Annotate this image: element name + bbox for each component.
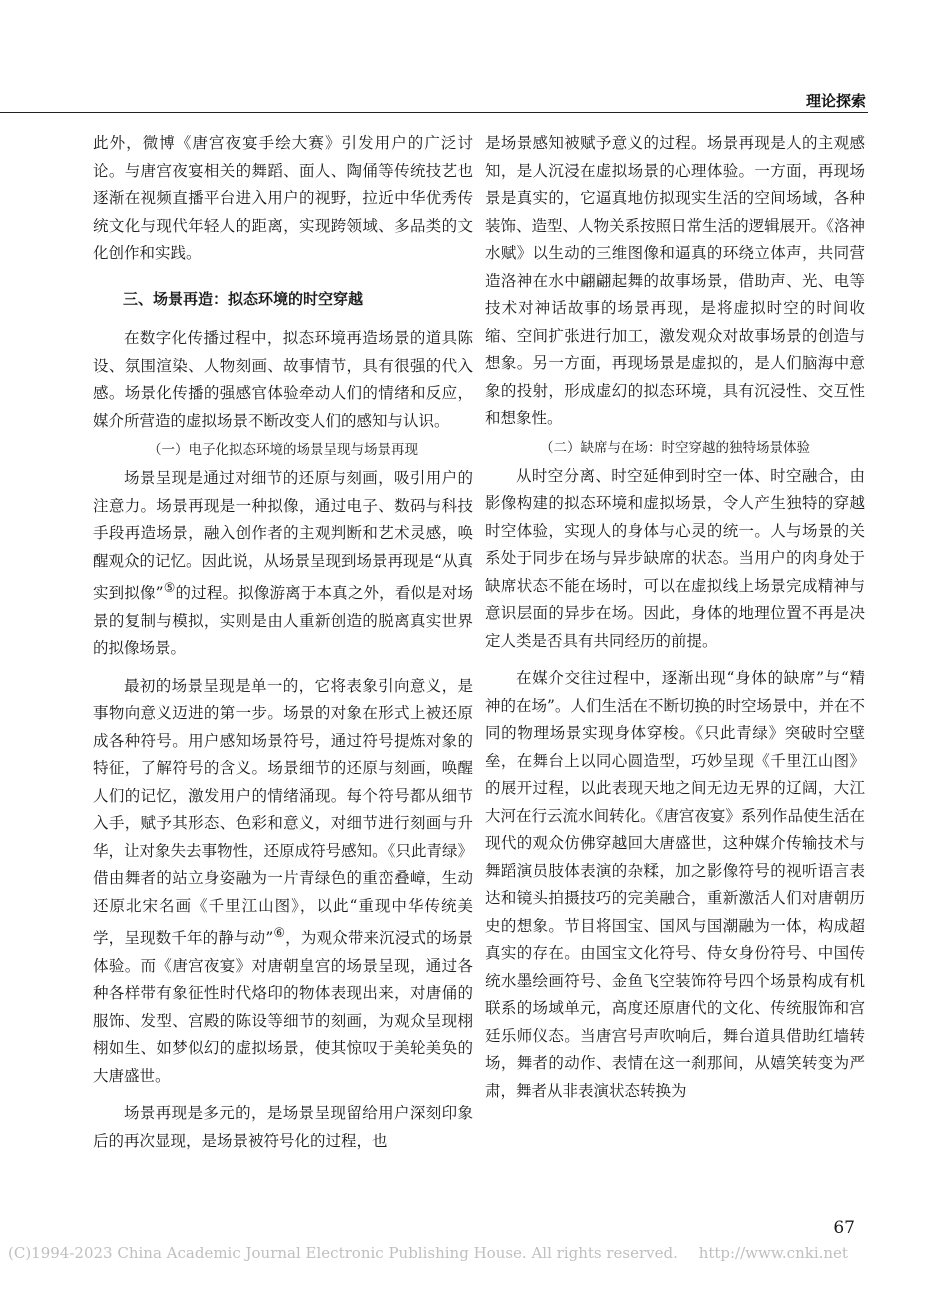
header-rule	[0, 112, 868, 113]
paragraph-text: 最初的场景呈现是单一的，它将表象引向意义，是事物向意义迈进的第一步。场景的对象在形式上被还原成各种符号。用户感知场景符号，通过符号提炼对象的特征，了解符号的含义。场景细节的还原与刻画，唤醒人们的记忆，激发用户的情绪涌现。每个符号都从细节入手，赋予其形态、色彩和意义，对细节进行刻画与升华，让对象失去事物性，还原成符号感知。《只此青绿》借由舞者的站立身姿融为一片青绿色的重峦叠嶂，生动还原北宋名画《千里江山图》，以此“重现中华传统美学，呈现数千年的静与动”	[93, 676, 473, 948]
paragraph: 是场景感知被赋予意义的过程。场景再现是人的主观感知，是人沉浸在虚拟场景的心理体验。一方面，再现场景是真实的，它逼真地仿拟现实生活的空间场域，各种装饰、造型、人物关系按照日常生活的逻辑展开。《洛神水赋》以生动的三维图像和逼真的环绕立体声，共同营造洛神在水中翩翩起舞的故事场景，借助声、光、电等技术对神话故事的场景再现，是将虚拟时空的时间收缩、空间扩张进行加工，激发观众对故事场景的创造与想象。另一方面，再现场景是虚拟的，是人们脑海中意象的投射，形成虚幻的拟态环境，具有沉浸性、交互性和想象性。	[485, 134, 865, 427]
subsection-heading: （一）电子化拟态环境的场景呈现与场景再现	[148, 442, 418, 458]
paragraph-text: 的过程。拟像游离于本真之外，看似是对场景的复制与模拟，实则是由人重新创造的脱离真实世界的拟像场景。	[93, 584, 473, 658]
paragraph: 在媒介交往过程中，逐渐出现“身体的缺席”与“精神的在场”。人们生活在不断切换的时空场景中，并在不同的物理场景实现身体穿梭。《只此青绿》突破时空壁垒，在舞台上以同心圆造型，巧妙呈现《千里江山图》的展开过程，以此表现天地之间无边无界的辽阔，大江大河在行云流水间转化。《唐宫夜宴》系列作品使生活在现代的观众仿佛穿越回大唐盛世，这种媒介传输技术与舞蹈演员肢体表演的杂糅，加之影像符号的视听语言表达和镜头拍摄技巧的完美融合，重新激活人们对唐朝历史的想象。节目将国宝、国风与国潮融为一体，构成超真实的存在。由国宝文化符号、侍女身份符号、中国传统水墨绘画符号、金鱼飞空装饰符号四个场景构成有机联系的场域单元，高度还原唐代的文化、传统服饰和宫廷乐师仪态。当唐宫号声吹响后，舞台道具借助红墙转场，舞者的动作、表情在这一刹那间，从嬉笑转变为严肃，舞者从非表演状态转换为	[485, 669, 865, 1100]
section-label: 理论探索	[805, 92, 866, 110]
footer	[8, 1244, 848, 1262]
paragraph: 此外，微博《唐宫夜宴手绘大赛》引发用户的广泛讨论。与唐宫夜宴相关的舞蹈、面人、陶俑等传统技艺也逐渐在视频直播平台进入用户的视野，拉近中华优秀传统文化与现代年轻人的距离，实现跨领域、多品类的文化创作和实践。	[93, 134, 473, 262]
footnote-ref: ⑤	[163, 581, 176, 596]
subsection-heading: （二）缺席与在场：时空穿越的独特场景体验	[540, 439, 810, 456]
right-column	[485, 130, 865, 1105]
paragraph: 场景再现是多元的，是场景呈现留给用户深刻印象后的再次显现，是场景被符号化的过程，也	[93, 1104, 473, 1150]
copyright-text: (C)1994-2023 China Academic Journal Electronic Publishing House. All rights reserved.	[8, 1244, 678, 1262]
footnote-ref: ⑥	[273, 926, 286, 942]
section-heading: 三、场景再造：拟态环境的时空穿越	[123, 289, 364, 308]
page-number: 67	[833, 1218, 855, 1238]
paragraph-text: ，为观众带来沉浸式的场景体验。而《唐宫夜宴》对唐朝皇宫的场景呈现，通过各种各样带有象征性时代烙印的物体表现出来，对唐俑的服饰、发型、宫殿的陈设等细节的刻画，为观众呈现栩栩如生、如梦似幻的虚拟场景，使其惊叹于美轮美奂的大唐盛世。	[93, 929, 473, 1085]
paragraph: 从时空分离、时空延伸到时空一体、时空融合，由影像构建的拟态环境和虚拟场景，令人产生独特的穿越时空体验，实现人的身体与心灵的统一。人与场景的关系处于同步在场与异步缺席的状态。当用户的肉身处于缺席状态不能在场时，可以在虚拟线上场景完成精神与意识层面的异步在场。因此，身体的地理位置不再是决定人类是否具有共同经历的前提。	[485, 466, 865, 650]
left-column	[93, 130, 473, 1155]
paragraph	[93, 465, 473, 663]
paragraph-text: 场景呈现是通过对细节的还原与刻画，吸引用户的注意力。场景再现是一种拟像，通过电子、数码与科技手段再造场景，融入创作者的主观判断和艺术灵感，唤醒观众的记忆。因此说，从场景呈现到场景再现是“从真实到拟像”	[93, 469, 473, 603]
footer-link[interactable]: http://www.cnki.net	[698, 1244, 848, 1262]
paragraph: 在数字化传播过程中，拟态环境再造场景的道具陈设、氛围渲染、人物刻画、故事情节，具有很强的代入感。场景化传播的强感官体验牵动人们的情绪和反应，媒介所营造的虚拟场景不断改变人们的感知与认识。	[93, 329, 473, 430]
paragraph	[93, 673, 473, 1091]
